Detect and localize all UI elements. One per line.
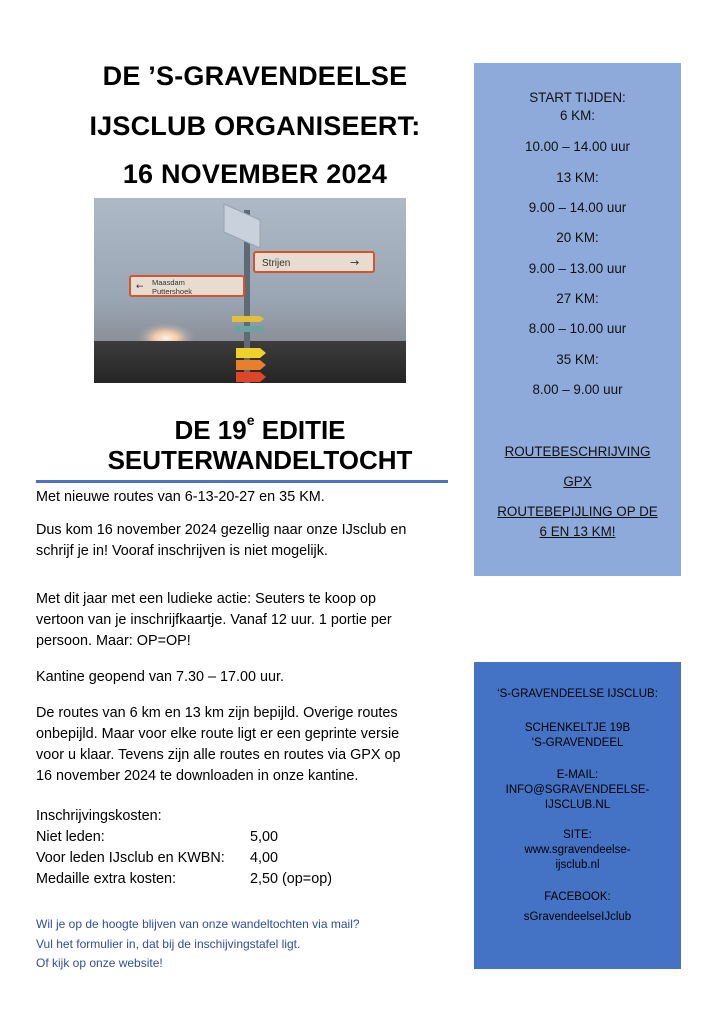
signpost-photo <box>94 198 406 383</box>
sign-right-arrow-icon: → <box>350 256 360 269</box>
distance-label: 20 KM: <box>556 230 599 245</box>
distance-label: 27 KM: <box>556 291 599 306</box>
edition-line-2: SEUTERWANDELTOCHT <box>107 445 413 475</box>
edition-superscript: e <box>246 412 255 428</box>
body-p5-line1: De routes van 6 km en 13 km zijn bepijld. Overige routes <box>36 705 398 721</box>
costs-row <box>36 869 332 890</box>
contact-box <box>474 662 681 969</box>
route-marking-link-line-2[interactable]: 6 EN 13 KM! <box>539 524 616 539</box>
email-link-2[interactable]: IJSCLUB.NL <box>544 799 611 811</box>
start-time: 9.00 – 14.00 uur <box>528 200 627 215</box>
costs-value: 2,50 (op=op) <box>250 871 333 887</box>
body-p3-line1: Met dit jaar met een ludieke actie: Seuters te koop op <box>36 591 376 607</box>
edition-line-1 <box>60 412 460 445</box>
start-times-box <box>474 63 681 576</box>
start-time: 8.00 – 10.00 uur <box>528 321 627 336</box>
body-p5-line2: onbepijld. Maar voor elke route ligt er een geprinte versie <box>36 726 400 742</box>
costs-value: 4,00 <box>250 850 279 866</box>
costs-table <box>36 806 332 890</box>
sign-left-label-2: Puttershoek <box>152 287 193 296</box>
costs-value: 5,00 <box>250 829 279 845</box>
body-p2-line2: schrijf je in! Vooraf inschrijven is niet mogelijk. <box>36 543 328 559</box>
email-link-1[interactable]: INFO@SGRAVENDEELSE- <box>505 784 650 796</box>
costs-label: Niet leden: <box>36 829 105 845</box>
gpx-link[interactable]: GPX <box>563 474 592 489</box>
costs-row <box>36 827 332 848</box>
address-line-1: SCHENKELTJE 19B <box>524 722 631 734</box>
costs-row <box>36 848 332 869</box>
address-line-2: ‘S-GRAVENDEEL <box>531 737 624 749</box>
distance-label: 6 KM: <box>560 108 595 123</box>
body-p1: Met nieuwe routes van 6-13-20-27 en 35 KM. <box>36 489 325 505</box>
route-marking-link-line-1[interactable]: ROUTEBEPIJLING OP DE <box>497 504 658 519</box>
edition-prefix: DE 19 <box>174 415 247 445</box>
edition-suffix: EDITIE <box>254 415 346 445</box>
start-times-heading: START TIJDEN: <box>529 90 626 105</box>
body-p5-line3: voor u klaar. Tevens zijn alle routes en routes via GPX op <box>36 747 401 763</box>
facebook-link[interactable]: sGravendeelseIJclub <box>523 911 632 923</box>
sign-left-label-1: Maasdam <box>152 278 185 287</box>
facebook-label: FACEBOOK: <box>544 891 611 903</box>
signpost-photo-image <box>94 198 406 383</box>
title-line-3: 16 NOVEMBER 2024 <box>122 159 388 189</box>
body-p5-line4: 16 november 2024 te downloaden in onze kantine. <box>36 768 359 784</box>
start-time: 9.00 – 13.00 uur <box>528 261 627 276</box>
site-link-1[interactable]: www.sgravendeelse- <box>524 844 631 856</box>
distance-label: 35 KM: <box>556 352 599 367</box>
body-p3-line3: persoon. Maar: OP=OP! <box>36 633 191 649</box>
start-time: 10.00 – 14.00 uur <box>525 139 630 154</box>
start-time: 8.00 – 9.00 uur <box>532 382 623 397</box>
section-divider <box>36 480 448 483</box>
body-p4: Kantine geopend van 7.30 – 17.00 uur. <box>36 669 285 685</box>
site-link-2[interactable]: ijsclub.nl <box>555 859 600 871</box>
footer-line-3: Of kijk op onze website! <box>36 956 163 970</box>
costs-label: Medaille extra kosten: <box>36 871 176 887</box>
sign-left-arrow-icon: ← <box>136 282 144 292</box>
site-label: SITE: <box>563 829 592 841</box>
footer-line-1: Wil je op de hoogte blijven van onze wandeltochten via mail? <box>36 917 360 931</box>
sign-right-label: Strijen <box>262 258 291 269</box>
footer-line-2: Vul het formulier in, dat bij de inschijvingstafel ligt. <box>36 936 301 951</box>
distance-label: 13 KM: <box>556 170 599 185</box>
email-label: E-MAIL: <box>556 769 599 781</box>
body-p2-line1: Dus kom 16 november 2024 gezellig naar onze IJsclub en <box>36 522 407 538</box>
costs-label: Voor leden IJsclub en KWBN: <box>36 850 225 866</box>
body-p3-line2: vertoon van je inschrijfkaartje. Vanaf 12 uur. 1 portie per <box>36 612 392 628</box>
title-line-2: IJSCLUB ORGANISEERT: <box>89 111 421 141</box>
title-line-1: DE ’S-GRAVENDEELSE <box>102 61 408 91</box>
footer-note <box>36 915 360 974</box>
club-name: ‘S-GRAVENDEELSE IJSCLUB: <box>497 688 658 700</box>
costs-heading: Inschrijvingskosten: <box>36 808 162 824</box>
route-description-link[interactable]: ROUTEBESCHRIJVING <box>504 444 651 459</box>
